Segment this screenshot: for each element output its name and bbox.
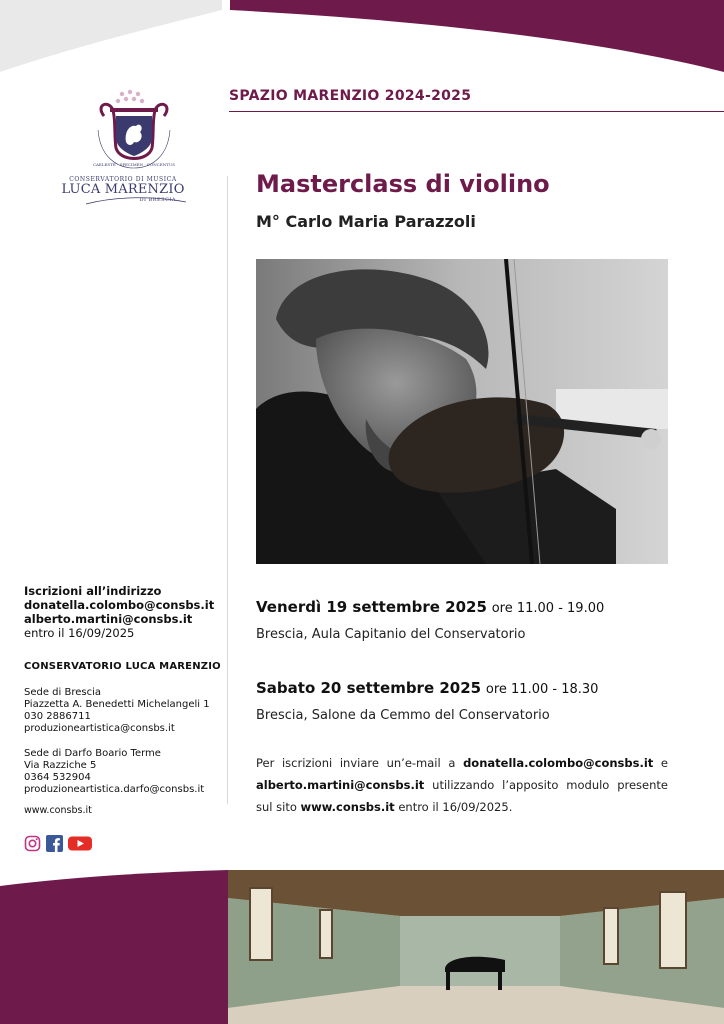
- darfo-address: Via Razziche 5: [24, 760, 97, 771]
- date-1-day: Venerdì 19 settembre 2025: [256, 598, 487, 616]
- brescia-label: Sede di Brescia: [24, 687, 102, 698]
- date-1: [256, 598, 604, 616]
- instagram-icon[interactable]: [24, 835, 41, 852]
- event-title: Masterclass di violino: [256, 170, 550, 198]
- brescia-email[interactable]: produzioneartistica@consbs.it: [24, 723, 175, 734]
- logo-text-city: DI BRESCIA: [139, 197, 176, 203]
- info-text-2: e: [653, 756, 669, 770]
- sidebar-deadline: entro il 16/09/2025: [24, 626, 135, 640]
- registration-info: [256, 752, 668, 818]
- info-email-2[interactable]: alberto.martini@consbs.it: [256, 778, 425, 792]
- date-2-place: Brescia, Salone da Cemmo del Conservatorio: [256, 708, 550, 723]
- brescia-address: Piazzetta A. Benedetti Michelangeli 1: [24, 699, 210, 710]
- info-email-1[interactable]: donatella.colombo@consbs.it: [463, 756, 654, 770]
- facebook-icon[interactable]: [46, 835, 63, 852]
- bottom-decoration: [0, 868, 724, 1024]
- sidebar-email-1[interactable]: donatella.colombo@consbs.it: [24, 598, 215, 612]
- youtube-icon[interactable]: [68, 835, 92, 852]
- date-2-day: Sabato 20 settembre 2025: [256, 679, 482, 697]
- date-2: [256, 679, 598, 697]
- darfo-phone: 0364 532904: [24, 772, 91, 783]
- darfo-label: Sede di Darfo Boario Terme: [24, 748, 161, 759]
- column-divider: [227, 176, 228, 804]
- sidebar-website[interactable]: www.consbs.it: [24, 805, 92, 816]
- date-1-place: Brescia, Aula Capitanio del Conservatorio: [256, 627, 526, 642]
- event-teacher: M° Carlo Maria Parazzoli: [256, 212, 476, 231]
- brescia-phone: 030 2886711: [24, 711, 91, 722]
- logo-text-name: LUCA MARENZIO: [61, 182, 185, 197]
- info-text-4: entro il 16/09/2025.: [394, 800, 513, 814]
- date-1-time: ore 11.00 - 19.00: [491, 601, 605, 616]
- info-website[interactable]: www.consbs.it: [300, 800, 395, 814]
- darfo-email[interactable]: produzioneartistica.darfo@consbs.it: [24, 784, 205, 795]
- series-title: SPAZIO MARENZIO 2024-2025: [229, 88, 472, 104]
- sidebar-org-name: CONSERVATORIO LUCA MARENZIO: [24, 661, 221, 672]
- info-text-1: Per iscrizioni inviare un’e-mail a: [256, 756, 464, 770]
- info-text-3: utilizzando l’apposito modulo presente sul sito: [256, 778, 668, 814]
- sidebar-iscrizioni-label: Iscrizioni all’indirizzo: [24, 584, 162, 598]
- sidebar-email-2[interactable]: alberto.martini@consbs.it: [24, 612, 193, 626]
- logo-text-top: CONSERVATORIO DI MUSICA: [69, 176, 177, 183]
- header-divider: [229, 111, 724, 112]
- svg-text:CAELESTE · SPECIMEN · CONCENTU: CAELESTE · SPECIMEN · CONCENTUS: [92, 162, 176, 167]
- date-2-time: ore 11.00 - 18.30: [485, 682, 599, 697]
- violinist-photo: [256, 259, 668, 564]
